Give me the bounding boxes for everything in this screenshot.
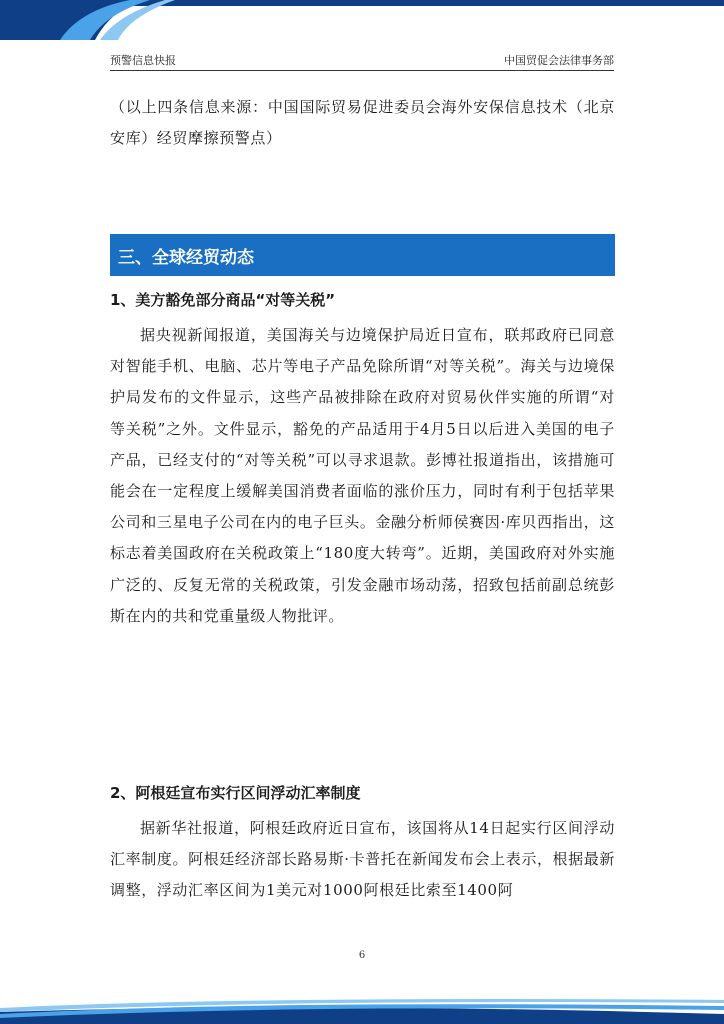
news-item-body: 据新华社报道，阿根廷政府近日宣布，该国将从14日起实行区间浮动汇率制度。阿根廷经济部长路易斯·卡普托在新闻发布会上表示，根据最新调整，浮动汇率区间为1美元对1000阿根廷比索至1400阿: [110, 819, 615, 900]
page-number: 6: [358, 950, 366, 961]
news-item: [110, 782, 615, 907]
header-rule: [110, 70, 614, 71]
header-left-title: 预警信息快报: [110, 54, 176, 67]
news-item: [110, 289, 615, 632]
footer-decoration: [0, 984, 724, 1024]
source-note: （以上四条信息来源：中国国际贸易促进委员会海外安保信息技术（北京安库）经贸摩擦预警点）: [110, 98, 615, 148]
news-item-body: 据央视新闻报道，美国海关与边境保护局近日宣布，联邦政府已同意对智能手机、电脑、芯片等电子产品免除所谓“对等关税”。海关与边境保护局发布的文件显示，这些产品被排除在政府对贸易伙伴实施的所谓“对等关税”之外。文件显示，豁免的产品适用于4月5日以后进入美国的电子产品，已经支付的“对等关税”可以寻求退款。彭博社报道指出，该措施可能会在一定程度上缓解美国消费者面临的涨价压力，同时有利于包括苹果公司和三星电子公司在内的电子巨头。金融分析师侯赛因·库贝西指出，这标志着美国政府在关税政策上“180度大转弯”。近期，美国政府对外实施广泛的、反复无常的关税政策，引发金融市场动荡，招致包括前副总统彭斯在内的共和党重量级人物批评。: [110, 326, 615, 625]
source-note-block: [110, 92, 615, 154]
news-item-title: 1、美方豁免部分商品“对等关税”: [110, 291, 336, 309]
running-header: [110, 50, 614, 70]
section-heading: [110, 234, 615, 276]
section-title: 三、全球经贸动态: [118, 247, 254, 268]
header-right-title: 中国贸促会法律事务部: [504, 54, 614, 67]
news-item-title: 2、阿根廷宣布实行区间浮动汇率制度: [110, 784, 361, 802]
header-decoration: [0, 0, 724, 40]
